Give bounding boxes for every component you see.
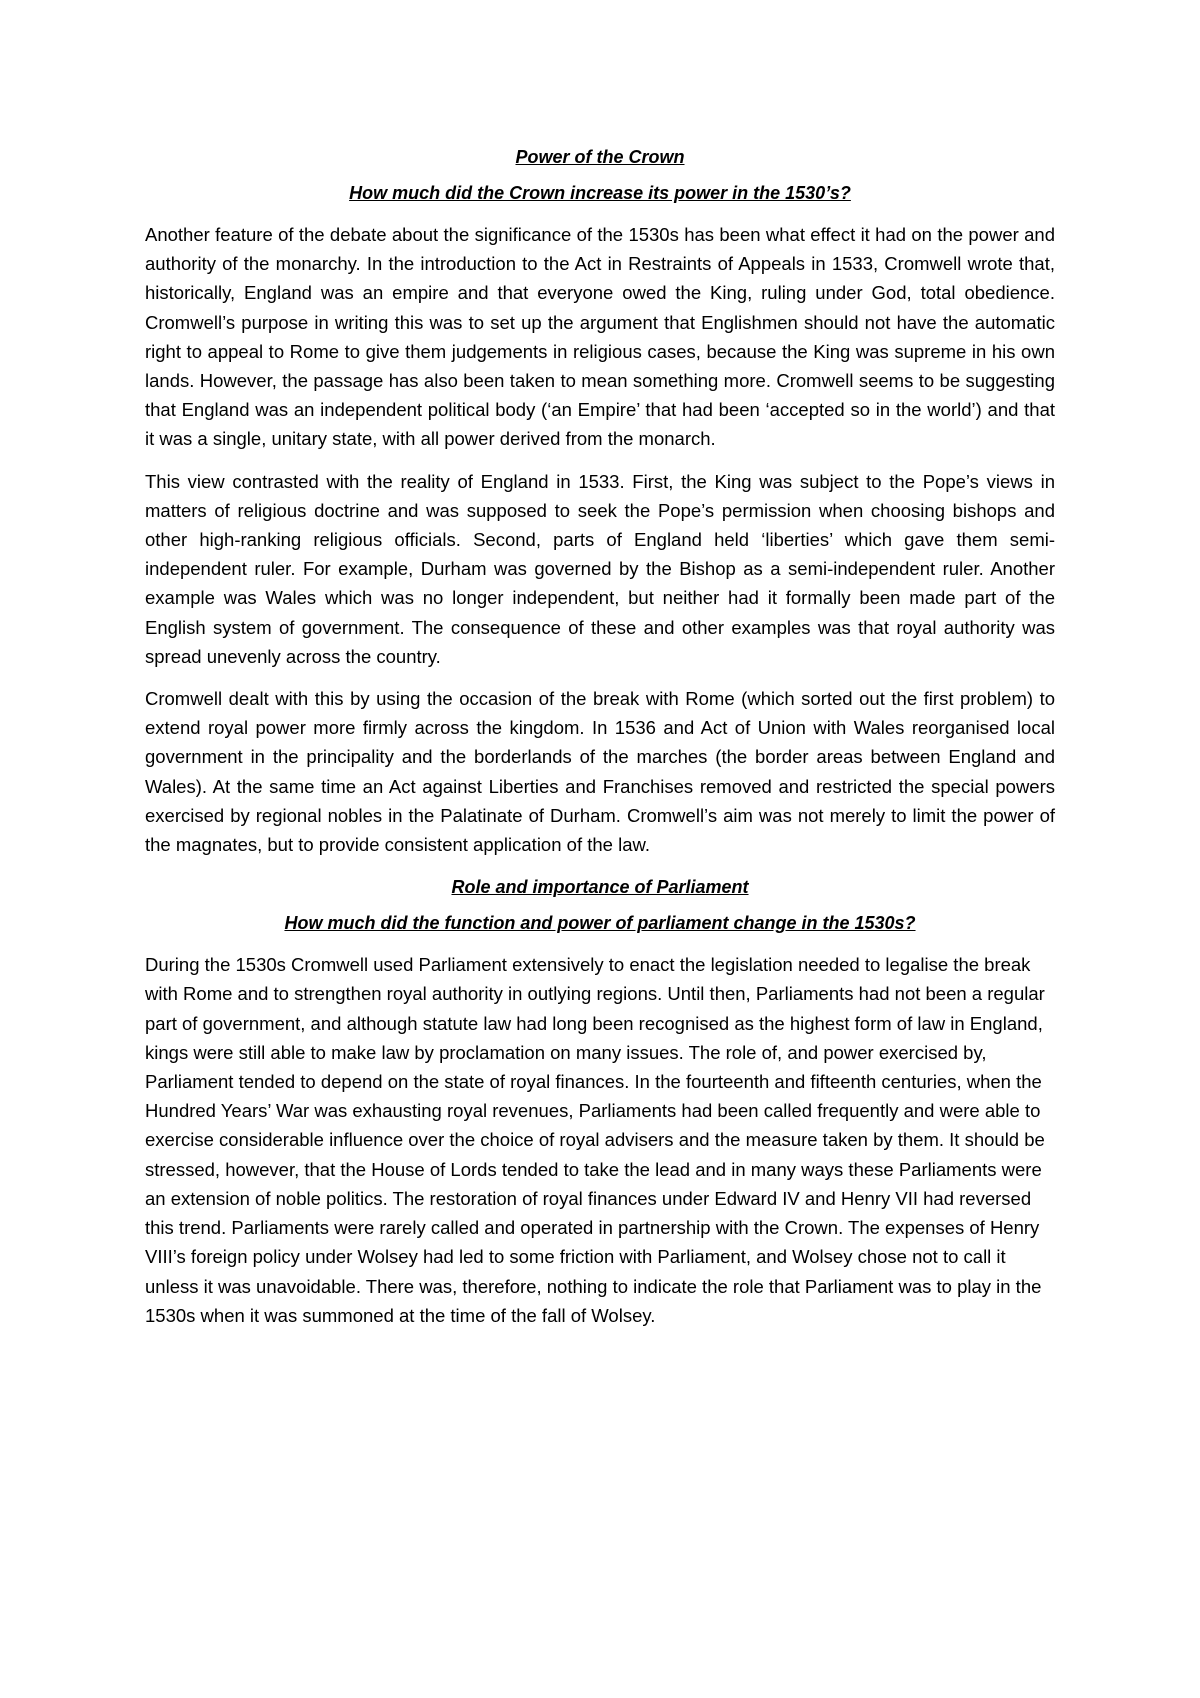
document-page [145, 146, 1055, 1343]
paragraph-parliament-1: During the 1530s Cromwell used Parliament extensively to enact the legislation needed to legalise the break with Rome and to strengthen royal authority in outlying regions. Until then, Parliaments had not been a regular part of government, and although statute law had long been recognised as the highest form of law in England, kings were still able to make law by proclamation on many issues. The role of, and power exercised by, Parliament tended to depend on the state of royal finances. In the fourteenth and fifteenth centuries, when the Hundred Years’ War was exhausting royal revenues, Parliaments had been called frequently and were able to exercise considerable influence over the choice of royal advisers and the measure taken by them. It should be stressed, however, that the House of Lords tended to take the lead and in many ways these Parliaments were an extension of noble politics. The restoration of royal finances under Edward IV and Henry VII had reversed this trend. Parliaments were rarely called and operated in partnership with the Crown. The expenses of Henry VIII’s foreign policy under Wolsey had led to some friction with Parliament, and Wolsey chose not to call it unless it was unavoidable. There was, therefore, nothing to indicate the role that Parliament was to play in the 1530s when it was summoned at the time of the fall of Wolsey. [145, 954, 1045, 1326]
section-title-role-of-parliament: Role and importance of Parliament [451, 877, 749, 898]
section-question-parliament-power: How much did the function and power of parliament change in the 1530s? [284, 913, 916, 934]
paragraph-crown-2: This view contrasted with the reality of England in 1533. First, the King was subject to the Pope’s views in matters of religious doctrine and was supposed to seek the Pope’s permission when choosing bishops and other high-ranking religious officials. Second, parts of England held ‘liberties’ which gave them semi-independent ruler. For example, Durham was governed by the Bishop as a semi-independent ruler. Another example was Wales which was no longer independent, but neither had it formally been made part of the English system of government. The consequence of these and other examples was that royal authority was spread unevenly across the country. [145, 470, 1055, 667]
section-title-power-of-the-crown: Power of the Crown [515, 147, 685, 167]
section-question-crown-power: How much did the Crown increase its power in the 1530’s? [349, 183, 851, 203]
paragraph-crown-1: Another feature of the debate about the significance of the 1530s has been what effect it had on the power and authority of the monarchy. In the introduction to the Act in Restraints of Appeals in 1533, Cromwell wrote that, historically, England was an empire and that everyone owed the King, ruling under God, total obedience. Cromwell’s purpose in writing this was to set up the argument that Englishmen should not have the automatic right to appeal to Rome to give them judgements in religious cases, because the King was supreme in his own lands. However, the passage has also been taken to mean something more. Cromwell seems to be suggesting that England was an independent political body (‘an Empire’ that had been ‘accepted so in the world’) and that it was a single, unitary state, with all power derived from the monarch. [145, 224, 1055, 450]
paragraph-crown-3: Cromwell dealt with this by using the occasion of the break with Rome (which sorted out the first problem) to extend royal power more firmly across the kingdom. In 1536 and Act of Union with Wales reorganised local government in the principality and the borderlands of the marches (the border areas between England and Wales). At the same time an Act against Liberties and Franchises removed and restricted the special powers exercised by regional nobles in the Palatinate of Durham. Cromwell’s aim was not merely to limit the power of the magnates, but to provide consistent application of the law. [145, 688, 1055, 856]
